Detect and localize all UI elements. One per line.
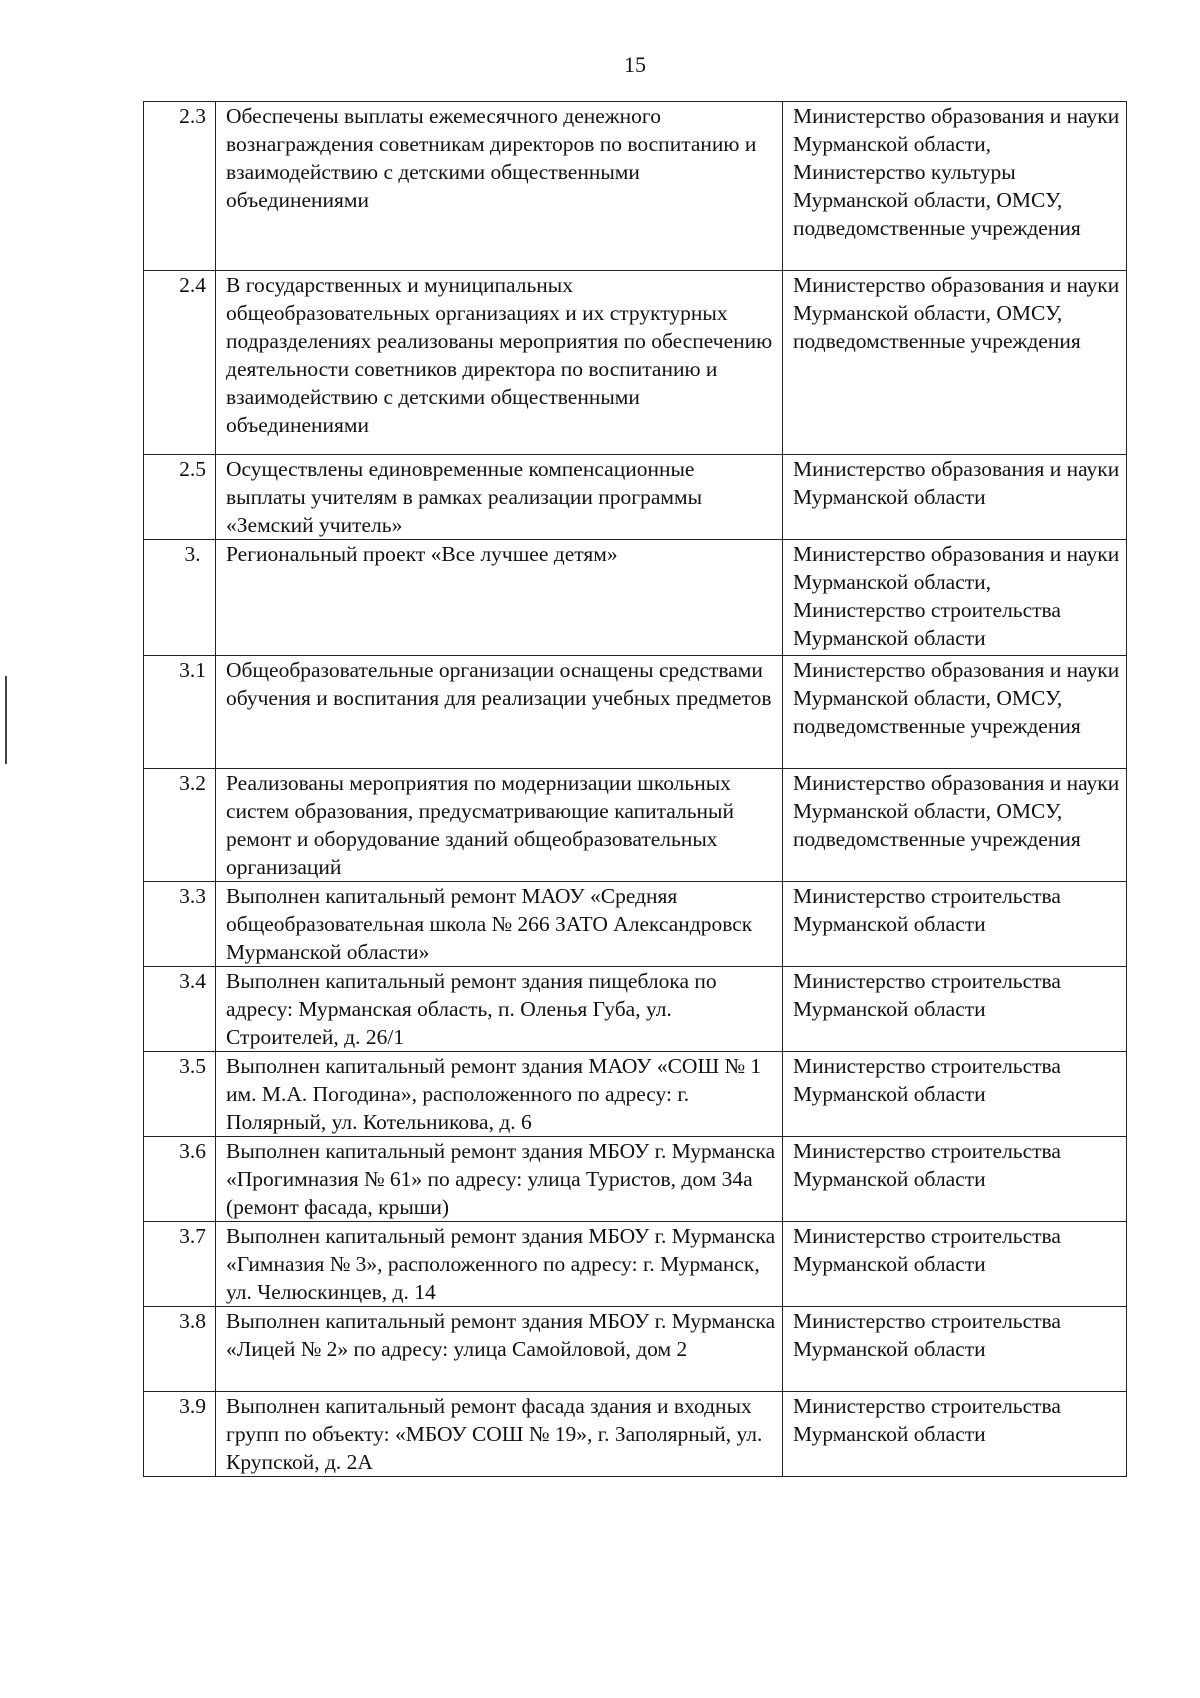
row-number-cell (144, 540, 216, 656)
event-cell: Выполнен капитальный ремонт здания МАОУ «СОШ № 1 им. М.А. Погодина», расположенного по адресу: г. Полярный, ул. Котельникова, д. 6 (216, 1052, 783, 1137)
responsible-cell: Министерство строительства Мурманской области (783, 882, 1127, 967)
event-cell: Реализованы мероприятия по модернизации школьных систем образования, предусматривающие капитальный ремонт и оборудование зданий общеобразовательных организаций (216, 769, 783, 882)
event-cell: В государственных и муниципальных общеобразовательных организациях и их структурных подразделениях реализованы мероприятия по обеспечению деятельности советников директора по воспитанию и взаимодействию с детскими общественными объединениями (216, 271, 783, 455)
table-row (144, 882, 1127, 967)
responsible-cell: Министерство образования и науки Мурманской области, ОМСУ, подведомственные учреждения (783, 271, 1127, 455)
responsible-cell: Министерство образования и науки Мурманской области (783, 455, 1127, 540)
event-cell: Обеспечены выплаты ежемесячного денежного вознаграждения советникам директоров по воспитанию и взаимодействию с детскими общественными объединениями (216, 102, 783, 271)
row-number-cell (144, 882, 216, 967)
responsible-cell: Министерство образования и науки Мурманской области, Министерство строительства Мурманской области (783, 540, 1127, 656)
scan-edge-mark (5, 676, 7, 764)
row-number: 3.9 (179, 1394, 206, 1418)
row-number-cell (144, 1137, 216, 1222)
activities-table (143, 101, 1127, 1477)
responsible-cell: Министерство строительства Мурманской области (783, 1137, 1127, 1222)
event-cell: Осуществлены единовременные компенсационные выплаты учителям в рамках реализации программы «Земский учитель» (216, 455, 783, 540)
event-cell: Выполнен капитальный ремонт МАОУ «Средняя общеобразовательная школа № 266 ЗАТО Александровск Мурманской области» (216, 882, 783, 967)
row-number: 3.4 (179, 969, 206, 993)
row-number: 2.3 (179, 104, 206, 128)
page-number: 15 (624, 52, 646, 77)
row-number: 3.6 (179, 1139, 206, 1163)
event-cell: Общеобразовательные организации оснащены средствами обучения и воспитания для реализации учебных предметов (216, 656, 783, 769)
row-number-cell (144, 1052, 216, 1137)
row-number-cell (144, 769, 216, 882)
row-number-cell (144, 656, 216, 769)
row-number: 2.5 (179, 457, 206, 481)
event-cell: Выполнен капитальный ремонт здания МБОУ г. Мурманска «Лицей № 2» по адресу: улица Самойловой, дом 2 (216, 1307, 783, 1392)
responsible-cell: Министерство строительства Мурманской области (783, 967, 1127, 1052)
event-cell: Выполнен капитальный ремонт здания МБОУ г. Мурманска «Прогимназия № 61» по адресу: улица Туристов, дом 34а (ремонт фасада, крыши) (216, 1137, 783, 1222)
row-number-cell (144, 455, 216, 540)
row-number: 3. (184, 542, 201, 566)
row-number-cell (144, 1222, 216, 1307)
responsible-cell: Министерство строительства Мурманской области (783, 1307, 1127, 1392)
row-number: 2.4 (179, 273, 206, 297)
table-row (144, 1052, 1127, 1137)
table-row (144, 769, 1127, 882)
row-number: 3.8 (179, 1309, 206, 1333)
event-cell: Выполнен капитальный ремонт фасада здания и входных групп по объекту: «МБОУ СОШ № 19», г. Заполярный, ул. Крупской, д. 2А (216, 1392, 783, 1477)
table-row (144, 1137, 1127, 1222)
responsible-cell: Министерство строительства Мурманской области (783, 1392, 1127, 1477)
row-number-cell (144, 271, 216, 455)
event-cell: Выполнен капитальный ремонт здания пищеблока по адресу: Мурманская область, п. Оленья Губа, ул. Строителей, д. 26/1 (216, 967, 783, 1052)
responsible-cell: Министерство образования и науки Мурманской области, ОМСУ, подведомственные учреждения (783, 769, 1127, 882)
event-cell: Выполнен капитальный ремонт здания МБОУ г. Мурманска «Гимназия № 3», расположенного по адресу: г. Мурманск, ул. Челюскинцев, д. 14 (216, 1222, 783, 1307)
row-number-cell (144, 102, 216, 271)
table-row (144, 1307, 1127, 1392)
row-number: 3.2 (179, 771, 206, 795)
responsible-cell: Министерство строительства Мурманской области (783, 1052, 1127, 1137)
table-row (144, 1222, 1127, 1307)
table-row (144, 1392, 1127, 1477)
responsible-cell: Министерство образования и науки Мурманской области, ОМСУ, подведомственные учреждения (783, 656, 1127, 769)
responsible-cell: Министерство строительства Мурманской области (783, 1222, 1127, 1307)
row-number-cell (144, 1307, 216, 1392)
table-row (144, 967, 1127, 1052)
row-number: 3.7 (179, 1224, 206, 1248)
row-number-cell (144, 1392, 216, 1477)
table-row (144, 271, 1127, 455)
table-row (144, 102, 1127, 271)
table-row (144, 656, 1127, 769)
row-number: 3.3 (179, 884, 206, 908)
event-cell: Региональный проект «Все лучшее детям» (216, 540, 783, 656)
row-number: 3.1 (179, 658, 206, 682)
row-number: 3.5 (179, 1054, 206, 1078)
row-number-cell (144, 967, 216, 1052)
table-row (144, 455, 1127, 540)
table-row (144, 540, 1127, 656)
responsible-cell: Министерство образования и науки Мурманской области, Министерство культуры Мурманской области, ОМСУ, подведомственные учреждения (783, 102, 1127, 271)
